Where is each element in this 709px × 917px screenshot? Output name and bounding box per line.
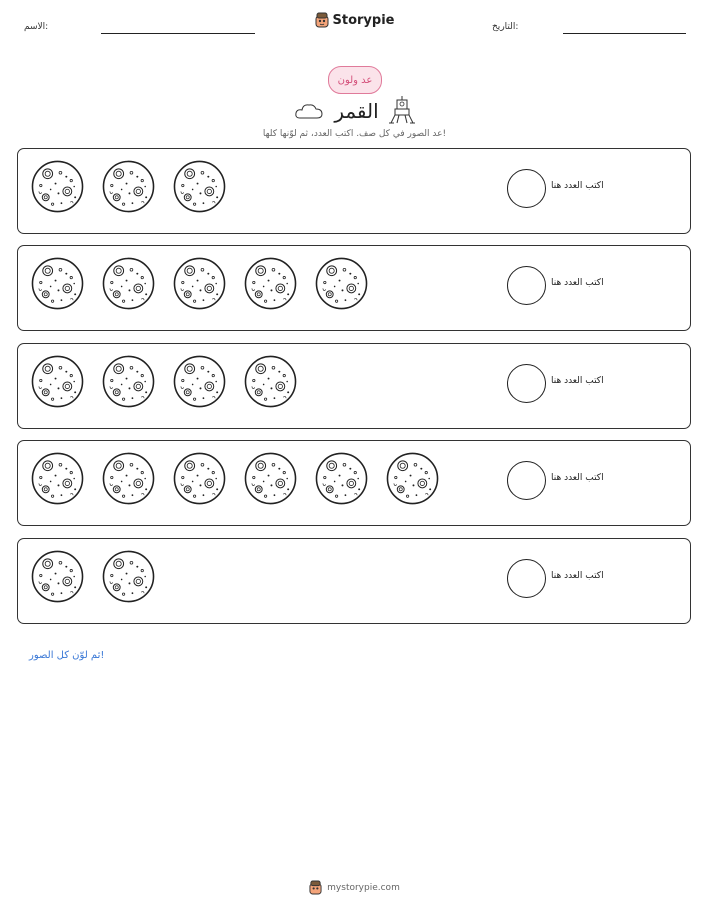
answer-label: اكتب العدد هنا bbox=[551, 181, 604, 191]
moon-icon bbox=[102, 355, 155, 408]
answer-label: اكتب العدد هنا bbox=[551, 376, 604, 386]
site-url[interactable]: mystorypie.com bbox=[327, 882, 400, 893]
moon-icon bbox=[173, 257, 226, 310]
moon-icon bbox=[31, 160, 84, 213]
moon-icon bbox=[102, 452, 155, 505]
counting-row-4 bbox=[17, 440, 691, 526]
instructions: عد الصور في كل صف. اكتب العدد، ثم لوّنها كلها! bbox=[262, 129, 447, 139]
moon-icon bbox=[102, 257, 155, 310]
answer-label: اكتب العدد هنا bbox=[551, 571, 604, 581]
counting-row-1 bbox=[17, 148, 691, 234]
moon-icon bbox=[31, 452, 84, 505]
date-label: التاريخ: bbox=[492, 22, 519, 32]
moon-icon bbox=[173, 452, 226, 505]
storypie-mascot-icon bbox=[315, 12, 329, 28]
site-footer bbox=[0, 880, 709, 895]
counting-row-2 bbox=[17, 245, 691, 331]
answer-circle[interactable] bbox=[507, 364, 546, 403]
activity-badge: عد ولون bbox=[328, 66, 382, 94]
answer-label: اكتب العدد هنا bbox=[551, 278, 604, 288]
answer-circle[interactable] bbox=[507, 461, 546, 500]
answer-circle[interactable] bbox=[507, 559, 546, 598]
moon-icon bbox=[244, 257, 297, 310]
lunar-lander-icon bbox=[389, 96, 415, 126]
date-field-line[interactable] bbox=[563, 33, 686, 34]
brand-name: Storypie bbox=[332, 12, 395, 28]
moon-icon bbox=[31, 355, 84, 408]
title-row bbox=[0, 96, 709, 126]
storypie-mascot-icon bbox=[309, 880, 322, 895]
moon-icon bbox=[315, 452, 368, 505]
moon-icon bbox=[386, 452, 439, 505]
moon-icon bbox=[31, 550, 84, 603]
moon-icon bbox=[244, 452, 297, 505]
name-field-line[interactable] bbox=[101, 33, 255, 34]
moon-icon bbox=[102, 550, 155, 603]
moon-group bbox=[31, 257, 368, 310]
cloud-icon bbox=[294, 101, 324, 121]
moon-icon bbox=[244, 355, 297, 408]
moon-icon bbox=[173, 160, 226, 213]
moon-group bbox=[31, 452, 439, 505]
moon-icon bbox=[315, 257, 368, 310]
moon-icon bbox=[173, 355, 226, 408]
moon-icon bbox=[31, 257, 84, 310]
page-title: القمر bbox=[334, 99, 379, 123]
counting-row-5 bbox=[17, 538, 691, 624]
color-instruction: ثم لوّن كل الصور! bbox=[29, 650, 105, 661]
moon-icon bbox=[102, 160, 155, 213]
answer-circle[interactable] bbox=[507, 169, 546, 208]
brand-logo bbox=[0, 12, 709, 28]
answer-label: اكتب العدد هنا bbox=[551, 473, 604, 483]
moon-group bbox=[31, 355, 297, 408]
moon-group bbox=[31, 550, 155, 603]
answer-circle[interactable] bbox=[507, 266, 546, 305]
counting-row-3 bbox=[17, 343, 691, 429]
moon-group bbox=[31, 160, 226, 213]
name-label: الاسم: bbox=[24, 22, 49, 32]
